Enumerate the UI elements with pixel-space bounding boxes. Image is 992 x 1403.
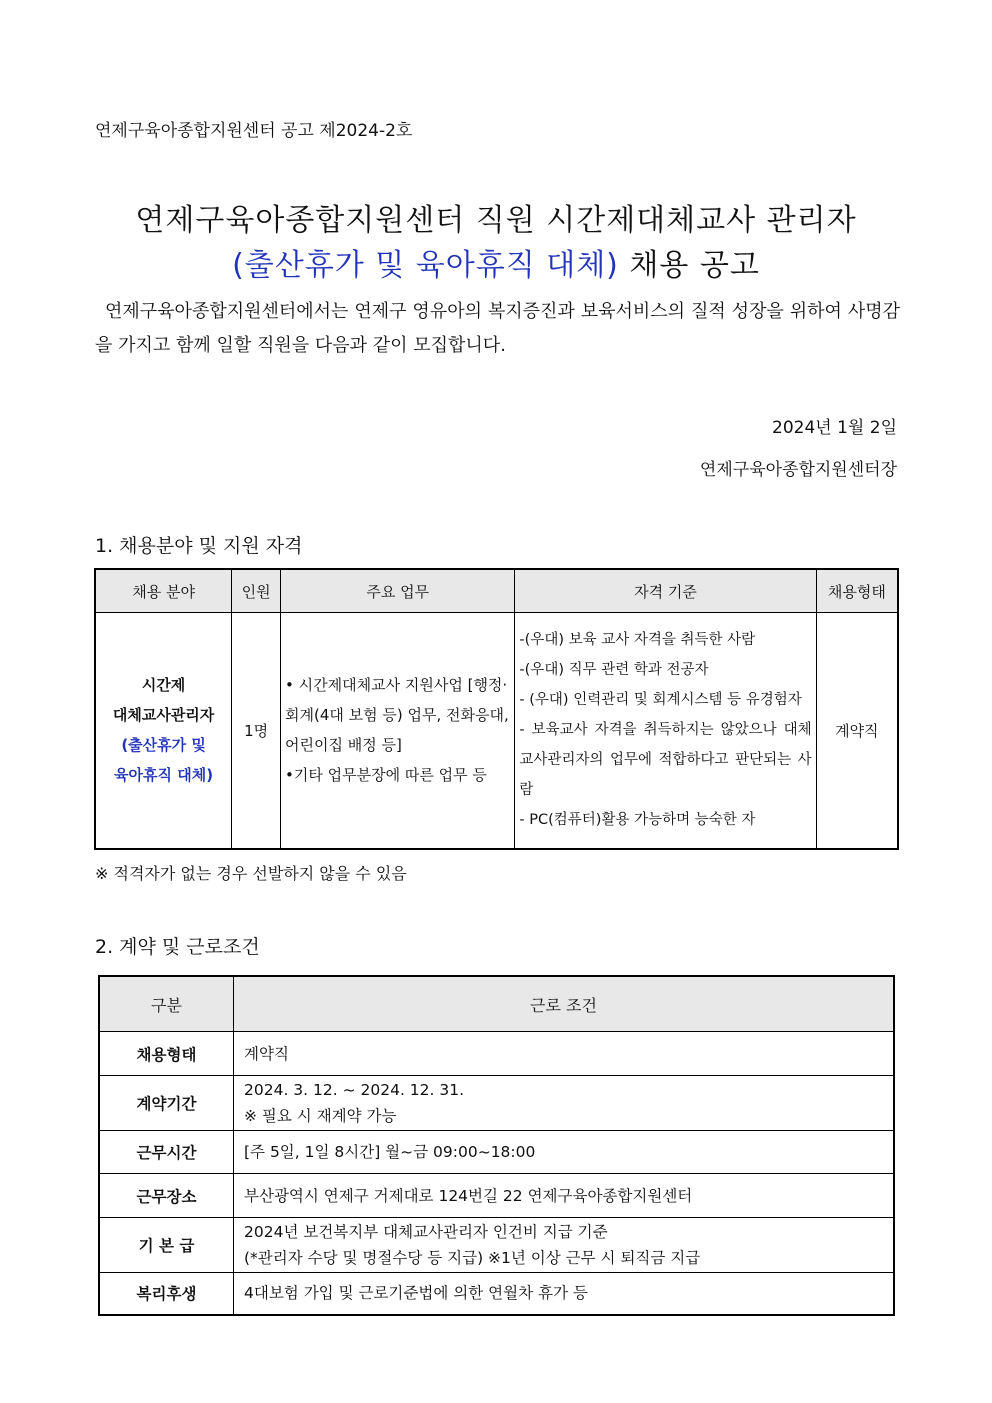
row-label: 복리후생 bbox=[99, 1273, 234, 1315]
field-line-blue: 육아휴직 대체) bbox=[114, 766, 214, 785]
page-subtitle bbox=[0, 240, 992, 284]
value-line: 2024. 3. 12. ~ 2024. 12. 31. bbox=[244, 1081, 465, 1099]
row-label: 근무장소 bbox=[99, 1174, 234, 1218]
subtitle-rest: 채용 공고 bbox=[618, 248, 760, 283]
value-line: ※ 필요 시 재계약 가능 bbox=[244, 1107, 397, 1125]
table-header-row bbox=[95, 569, 898, 613]
row-label: 계약기간 bbox=[99, 1076, 234, 1131]
col-header-headcount: 인원 bbox=[232, 569, 281, 613]
value-line: (*관리자 수당 및 명절수당 등 지급) ※1년 이상 근무 시 퇴직금 지급 bbox=[244, 1249, 701, 1267]
row-label: 채용형태 bbox=[99, 1032, 234, 1076]
table-header-row bbox=[99, 976, 894, 1032]
qualification-item: -(우대) 직무 관련 학과 전공자 bbox=[519, 662, 709, 679]
duty-item: • 시간제대체교사 지원사업 [행정·회계(4대 보험 등) 업무, 전화응대, 어린이집 배정 등] bbox=[285, 676, 509, 755]
qualification-item: -(우대) 보육 교사 자격을 취득한 사람 bbox=[519, 632, 756, 649]
cell-field bbox=[95, 613, 232, 849]
table-row bbox=[95, 613, 898, 849]
value-line: 2024년 보건복지부 대체교사관리자 인건비 지급 기준 bbox=[244, 1223, 608, 1241]
page-title: 연제구육아종합지원센터 직원 시간제대체교사 관리자 bbox=[135, 203, 857, 238]
table-row bbox=[99, 1032, 894, 1076]
table-row bbox=[99, 1076, 894, 1131]
intro-paragraph: 연제구육아종합지원센터에서는 연제구 영유아의 복지증진과 보육서비스의 질적 성장을 위하여 사명감을 가지고 함께 일할 직원을 다음과 같이 모집합니다. bbox=[95, 301, 900, 356]
field-line: 시간제 bbox=[141, 676, 186, 695]
row-value: [주 5일, 1일 8시간] 월~금 09:00~18:00 bbox=[234, 1131, 895, 1174]
row-label: 근무시간 bbox=[99, 1131, 234, 1174]
section1-note: ※ 적격자가 없는 경우 선발하지 않을 수 있음 bbox=[95, 864, 407, 883]
cell-employment-type: 계약직 bbox=[816, 613, 898, 849]
row-value bbox=[234, 1218, 895, 1273]
conditions-table bbox=[98, 975, 895, 1316]
row-value: 계약직 bbox=[234, 1032, 895, 1076]
notice-number: 연제구육아종합지원센터 공고 제2024-2호 bbox=[95, 121, 413, 141]
col-header-qualifications: 자격 기준 bbox=[515, 569, 816, 613]
row-label: 기 본 급 bbox=[99, 1218, 234, 1273]
recruitment-table bbox=[94, 568, 899, 850]
row-value: 부산광역시 연제구 거제대로 124번길 22 연제구육아종합지원센터 bbox=[234, 1174, 895, 1218]
col-header-category: 구분 bbox=[99, 976, 234, 1032]
section2-heading: 2. 계약 및 근로조건 bbox=[95, 936, 260, 958]
field-line-blue: (출산휴가 및 bbox=[121, 736, 206, 755]
cell-headcount: 1명 bbox=[232, 613, 281, 849]
table-row bbox=[99, 1273, 894, 1315]
qualification-item: - 보육교사 자격을 취득하지는 않았으나 대체교사관리자의 업무에 적합하다고 판단되는 사람 bbox=[519, 722, 812, 799]
row-value: 4대보험 가입 및 근로기준법에 의한 연월차 휴가 등 bbox=[234, 1273, 895, 1315]
issuer-name: 연제구육아종합지원센터장 bbox=[699, 460, 897, 480]
field-line: 대체교사관리자 bbox=[112, 706, 215, 725]
subtitle-highlight: (출산휴가 및 육아휴직 대체) bbox=[232, 248, 619, 283]
section1-heading: 1. 채용분야 및 지원 자격 bbox=[95, 535, 303, 557]
col-header-field: 채용 분야 bbox=[95, 569, 232, 613]
qualification-item: - PC(컴퓨터)활용 가능하며 능숙한 자 bbox=[519, 812, 756, 829]
table-row bbox=[99, 1174, 894, 1218]
row-value bbox=[234, 1076, 895, 1131]
col-header-duties: 주요 업무 bbox=[281, 569, 515, 613]
col-header-employment-type: 채용형태 bbox=[816, 569, 898, 613]
col-header-conditions: 근로 조건 bbox=[234, 976, 895, 1032]
table-row bbox=[99, 1218, 894, 1273]
table-row bbox=[99, 1131, 894, 1174]
notice-date: 2024년 1월 2일 bbox=[772, 418, 897, 438]
qualification-item: - (우대) 인력관리 및 회계시스템 등 유경험자 bbox=[519, 692, 802, 709]
duty-item: •기타 업무분장에 따른 업무 등 bbox=[285, 766, 487, 785]
cell-duties bbox=[281, 613, 515, 849]
cell-qualifications bbox=[515, 613, 816, 849]
